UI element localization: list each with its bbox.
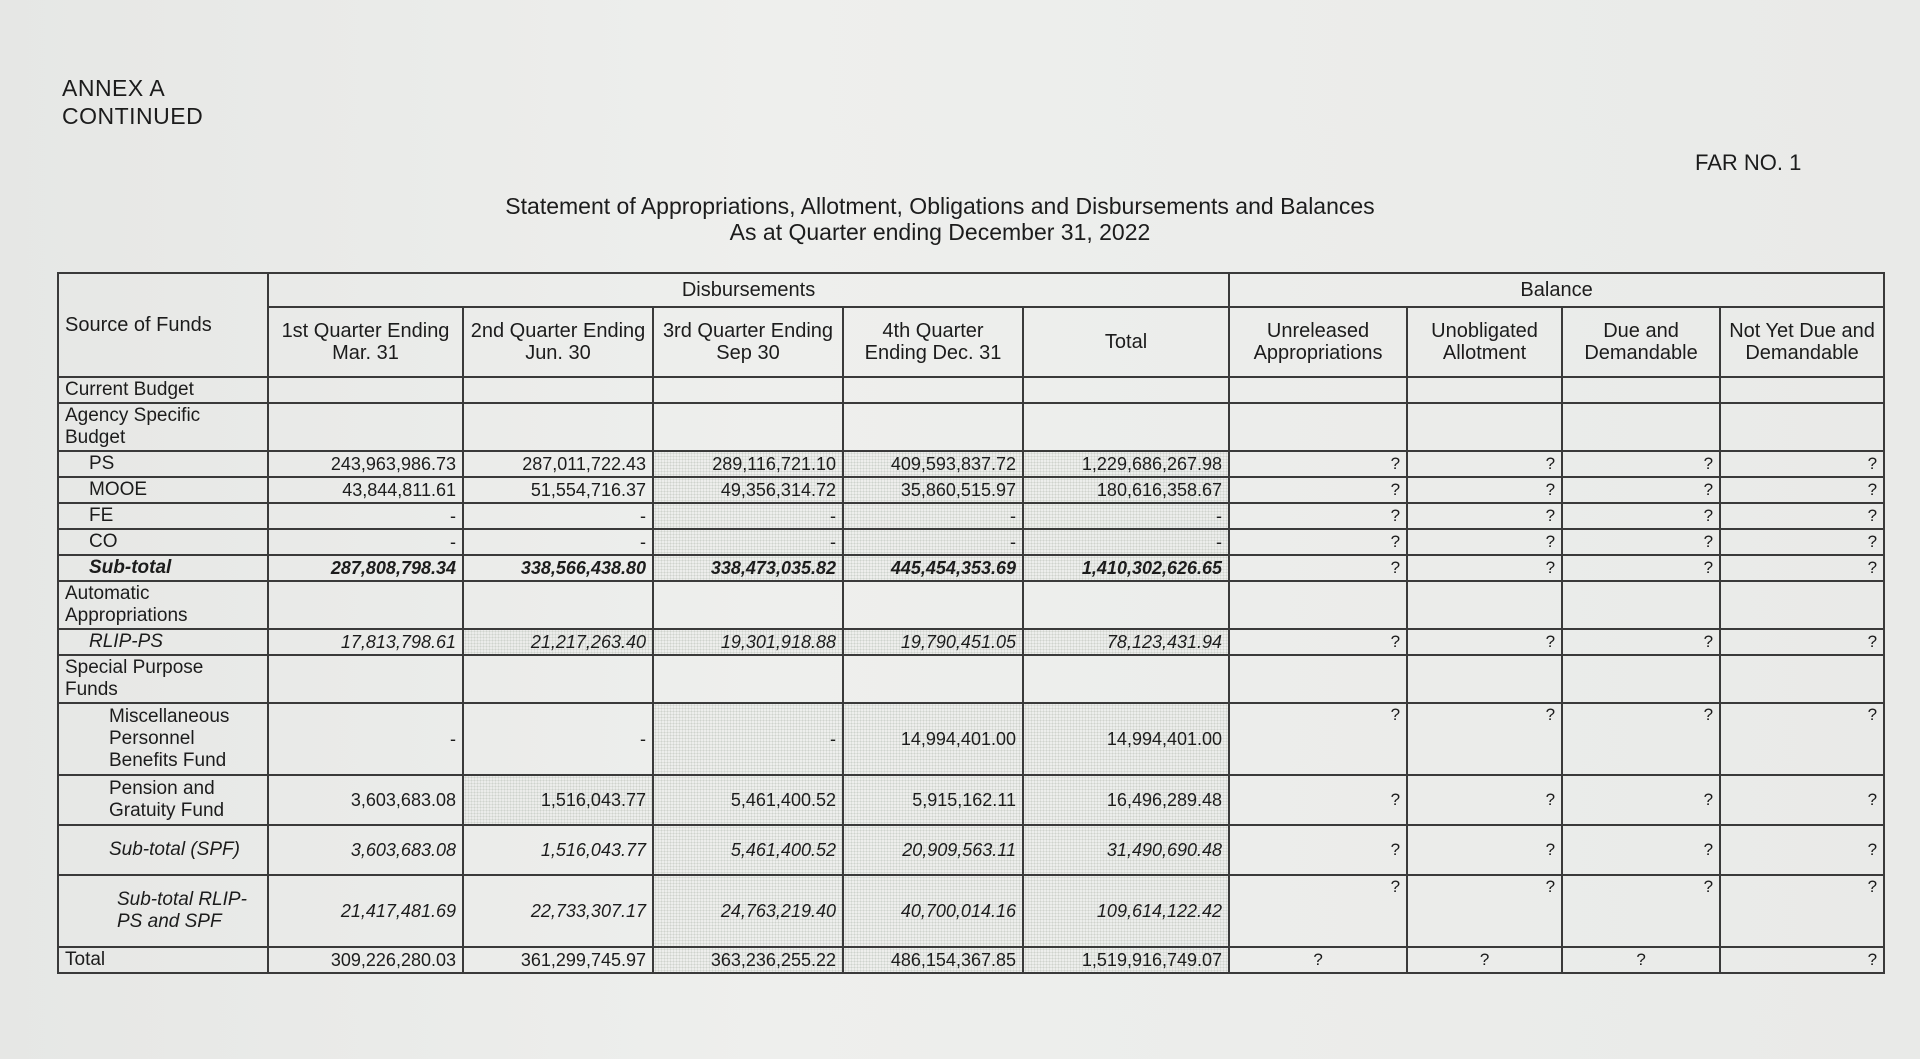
cell-q2: - — [463, 503, 653, 529]
cell-q3: 5,461,400.52 — [653, 825, 843, 875]
row-label: PS — [58, 451, 268, 477]
cell-unreleased: ? — [1229, 555, 1407, 581]
cell-q3: 19,301,918.88 — [653, 629, 843, 655]
cell-total: 1,519,916,749.07 — [1023, 947, 1229, 973]
table-row — [58, 947, 1884, 973]
cell-unreleased: ? — [1229, 477, 1407, 503]
cell-q4: 14,994,401.00 — [843, 703, 1023, 775]
cell-q4: 486,154,367.85 — [843, 947, 1023, 973]
cell-due: ? — [1562, 529, 1720, 555]
cell-q2: 22,733,307.17 — [463, 875, 653, 947]
cell-total: 16,496,289.48 — [1023, 775, 1229, 825]
cell-due: ? — [1562, 775, 1720, 825]
cell-q1: - — [268, 703, 463, 775]
table-row — [58, 529, 1884, 555]
cell-due: ? — [1562, 875, 1720, 947]
cell-unobligated: ? — [1407, 947, 1562, 973]
cell-unreleased: ? — [1229, 775, 1407, 825]
cell-unobligated: ? — [1407, 775, 1562, 825]
cell-unreleased: ? — [1229, 947, 1407, 973]
table-row — [58, 503, 1884, 529]
cell-q3: - — [653, 529, 843, 555]
statement-title — [440, 193, 1440, 245]
statement-table — [57, 272, 1885, 974]
cell-q3: 363,236,255.22 — [653, 947, 843, 973]
cell-due: ? — [1562, 451, 1720, 477]
cell-q3: - — [653, 703, 843, 775]
cell-unobligated: ? — [1407, 629, 1562, 655]
header-notyet: Not Yet Due and Demandable — [1720, 307, 1884, 377]
cell-due: ? — [1562, 555, 1720, 581]
cell-q4: 20,909,563.11 — [843, 825, 1023, 875]
row-label: Miscellaneous Personnel Benefits Fund — [58, 703, 268, 775]
annex-line1: ANNEX A — [62, 75, 166, 101]
row-label: RLIP-PS — [58, 629, 268, 655]
cell-q2: 338,566,438.80 — [463, 555, 653, 581]
cell-total: 1,229,686,267.98 — [1023, 451, 1229, 477]
cell-total: 31,490,690.48 — [1023, 825, 1229, 875]
table-row — [58, 825, 1884, 875]
cell-unreleased: ? — [1229, 503, 1407, 529]
cell-q2: 1,516,043.77 — [463, 825, 653, 875]
far-number: FAR NO. 1 — [1695, 150, 1802, 175]
cell-unreleased: ? — [1229, 875, 1407, 947]
cell-total: 109,614,122.42 — [1023, 875, 1229, 947]
cell-q1: 3,603,683.08 — [268, 775, 463, 825]
table-row — [58, 629, 1884, 655]
cell-q1: 243,963,986.73 — [268, 451, 463, 477]
annex-label — [62, 74, 203, 130]
row-label: Sub-total (SPF) — [58, 825, 268, 875]
cell-notyet: ? — [1720, 503, 1884, 529]
row-label: MOOE — [58, 477, 268, 503]
header-q2: 2nd Quarter Ending Jun. 30 — [463, 307, 653, 377]
cell-unobligated: ? — [1407, 451, 1562, 477]
row-label: CO — [58, 529, 268, 555]
cell-total: 14,994,401.00 — [1023, 703, 1229, 775]
cell-q3: 338,473,035.82 — [653, 555, 843, 581]
cell-q3: - — [653, 503, 843, 529]
cell-q2: 51,554,716.37 — [463, 477, 653, 503]
cell-q3: 49,356,314.72 — [653, 477, 843, 503]
cell-notyet: ? — [1720, 529, 1884, 555]
cell-q2: 287,011,722.43 — [463, 451, 653, 477]
cell-total: 78,123,431.94 — [1023, 629, 1229, 655]
row-label: Total — [58, 947, 268, 973]
cell-notyet: ? — [1720, 947, 1884, 973]
cell-q3: 24,763,219.40 — [653, 875, 843, 947]
header-unobligated: Unobligated Allotment — [1407, 307, 1562, 377]
cell-due: ? — [1562, 503, 1720, 529]
cell-q1: 309,226,280.03 — [268, 947, 463, 973]
header-balance: Balance — [1229, 273, 1884, 307]
header-unreleased: Unreleased Appropriations — [1229, 307, 1407, 377]
cell-q4: 5,915,162.11 — [843, 775, 1023, 825]
table-row — [58, 451, 1884, 477]
cell-q3: 5,461,400.52 — [653, 775, 843, 825]
cell-q1: 21,417,481.69 — [268, 875, 463, 947]
cell-notyet: ? — [1720, 477, 1884, 503]
header-q4: 4th Quarter Ending Dec. 31 — [843, 307, 1023, 377]
cell-unobligated: ? — [1407, 825, 1562, 875]
cell-notyet: ? — [1720, 775, 1884, 825]
cell-unreleased: ? — [1229, 529, 1407, 555]
row-label: FE — [58, 503, 268, 529]
cell-unreleased: ? — [1229, 825, 1407, 875]
cell-q4: 409,593,837.72 — [843, 451, 1023, 477]
cell-notyet: ? — [1720, 451, 1884, 477]
header-q1: 1st Quarter Ending Mar. 31 — [268, 307, 463, 377]
section-special-purpose: Special Purpose Funds — [58, 655, 268, 703]
cell-q4: 445,454,353.69 — [843, 555, 1023, 581]
header-disbursements: Disbursements — [268, 273, 1229, 307]
cell-q4: 35,860,515.97 — [843, 477, 1023, 503]
title-line2: As at Quarter ending December 31, 2022 — [729, 219, 1151, 245]
cell-q4: - — [843, 529, 1023, 555]
cell-notyet: ? — [1720, 825, 1884, 875]
cell-q4: 40,700,014.16 — [843, 875, 1023, 947]
cell-q1: 287,808,798.34 — [268, 555, 463, 581]
header-q3: 3rd Quarter Ending Sep 30 — [653, 307, 843, 377]
cell-unobligated: ? — [1407, 503, 1562, 529]
annex-line2: CONTINUED — [62, 103, 204, 129]
header-source: Source of Funds — [58, 273, 268, 377]
cell-q2: - — [463, 529, 653, 555]
cell-q2: - — [463, 703, 653, 775]
table-row — [58, 775, 1884, 825]
table-row — [58, 703, 1884, 775]
table-row — [58, 477, 1884, 503]
section-automatic: Automatic Appropriations — [58, 581, 268, 629]
cell-q1: 43,844,811.61 — [268, 477, 463, 503]
section-agency-specific: Agency Specific Budget — [58, 403, 268, 451]
cell-unobligated: ? — [1407, 529, 1562, 555]
table-row — [58, 875, 1884, 947]
cell-q4: - — [843, 503, 1023, 529]
cell-unreleased: ? — [1229, 629, 1407, 655]
cell-due: ? — [1562, 947, 1720, 973]
header-total: Total — [1023, 307, 1229, 377]
cell-unobligated: ? — [1407, 477, 1562, 503]
cell-total: - — [1023, 529, 1229, 555]
row-label: Sub-total RLIP-PS and SPF — [58, 875, 268, 947]
cell-unreleased: ? — [1229, 451, 1407, 477]
cell-q2: 21,217,263.40 — [463, 629, 653, 655]
cell-q1: - — [268, 503, 463, 529]
cell-unobligated: ? — [1407, 555, 1562, 581]
cell-q2: 361,299,745.97 — [463, 947, 653, 973]
cell-due: ? — [1562, 477, 1720, 503]
cell-due: ? — [1562, 703, 1720, 775]
section-current-budget: Current Budget — [58, 377, 268, 403]
cell-total: 1,410,302,626.65 — [1023, 555, 1229, 581]
cell-q2: 1,516,043.77 — [463, 775, 653, 825]
cell-unreleased: ? — [1229, 703, 1407, 775]
cell-due: ? — [1562, 629, 1720, 655]
cell-total: - — [1023, 503, 1229, 529]
cell-q4: 19,790,451.05 — [843, 629, 1023, 655]
table-row — [58, 555, 1884, 581]
row-label: Sub-total — [58, 555, 268, 581]
cell-total: 180,616,358.67 — [1023, 477, 1229, 503]
cell-notyet: ? — [1720, 555, 1884, 581]
cell-notyet: ? — [1720, 629, 1884, 655]
cell-q3: 289,116,721.10 — [653, 451, 843, 477]
cell-q1: 17,813,798.61 — [268, 629, 463, 655]
row-label: Pension and Gratuity Fund — [58, 775, 268, 825]
header-due: Due and Demandable — [1562, 307, 1720, 377]
cell-unobligated: ? — [1407, 875, 1562, 947]
cell-unobligated: ? — [1407, 703, 1562, 775]
cell-q1: - — [268, 529, 463, 555]
cell-due: ? — [1562, 825, 1720, 875]
cell-notyet: ? — [1720, 875, 1884, 947]
title-line1: Statement of Appropriations, Allotment, Obligations and Disbursements and Balances — [505, 193, 1375, 219]
cell-notyet: ? — [1720, 703, 1884, 775]
cell-q1: 3,603,683.08 — [268, 825, 463, 875]
